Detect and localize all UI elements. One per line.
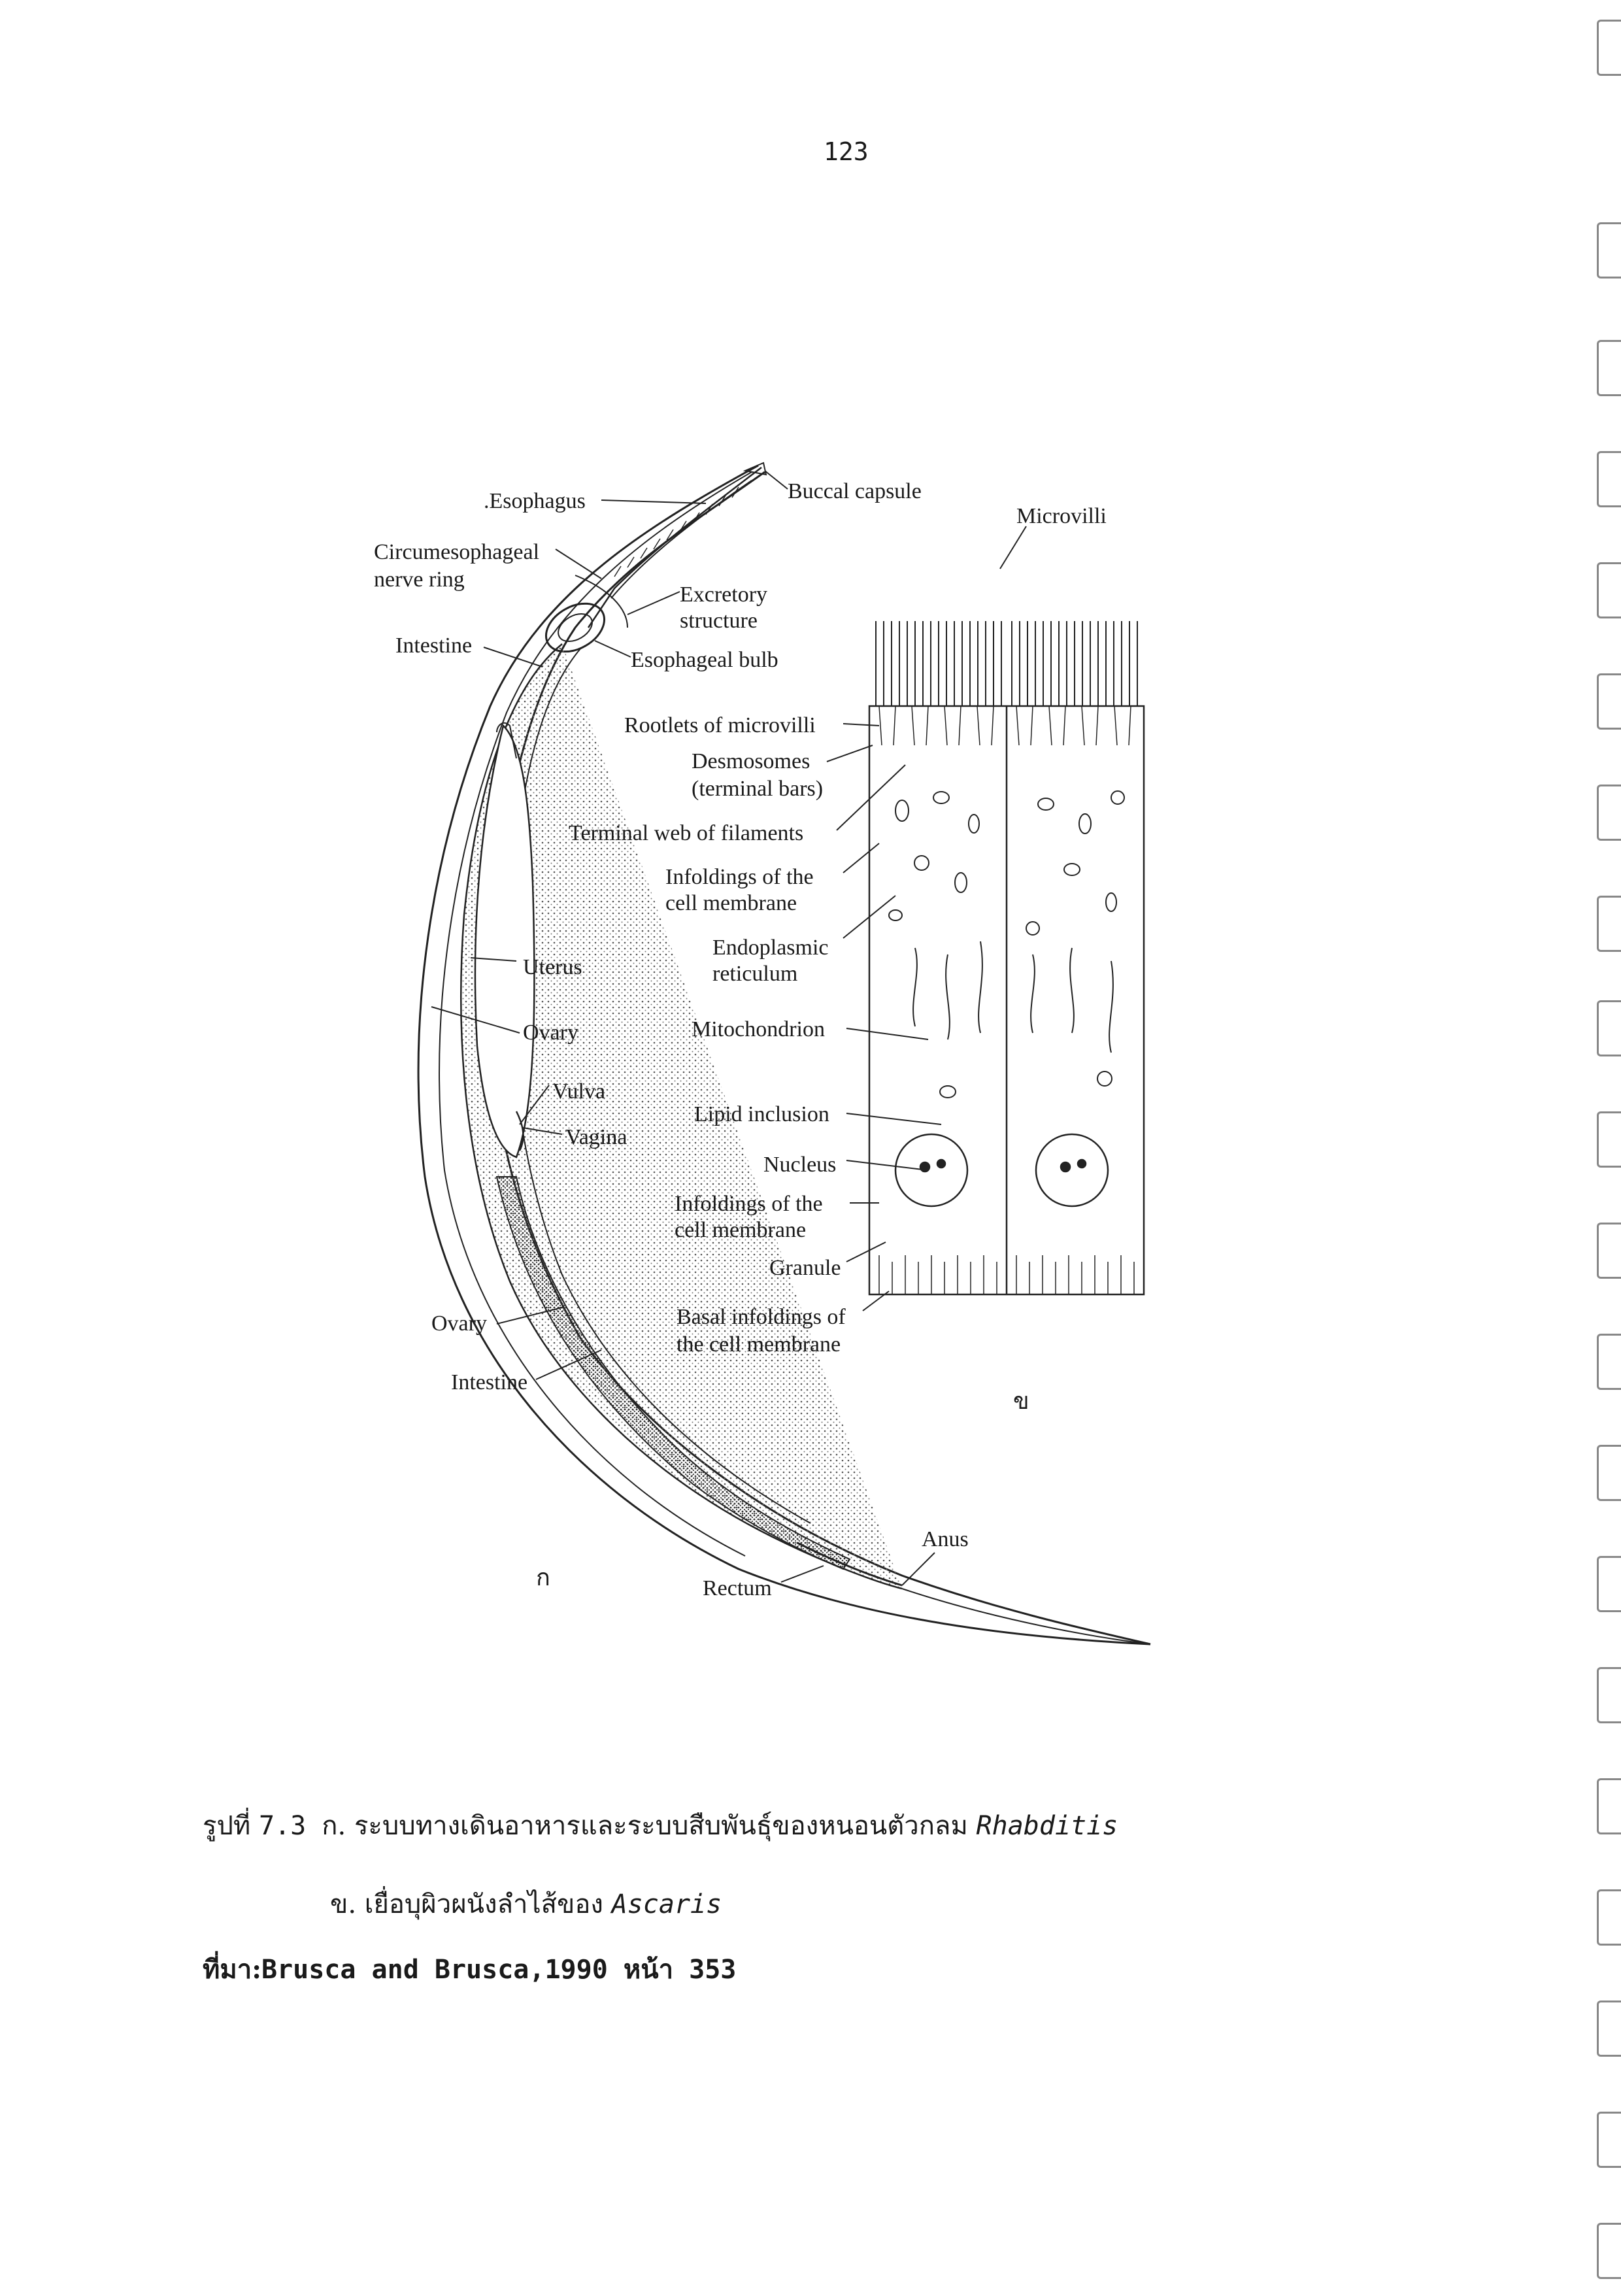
caption-line-1: รูปที่ 7.3 ก. ระบบทางเดินอาหารและระบบสืบพันธุ์ของหนอนตัวกลม Rhabditis [203,1811,1118,1841]
label-ovary-low: Ovary [431,1311,487,1336]
page-number: 123 [824,137,869,166]
label-buccal-capsule: Buccal capsule [788,479,922,503]
label-infoldings-2: Infoldings of the [675,1192,823,1216]
label-microvilli: Microvilli [1016,504,1107,528]
label-desmosomes: Desmosomes [692,749,811,773]
label-ovary-mid: Ovary [523,1021,578,1045]
label-excretory: Excretory [680,582,768,607]
caption-line-2: ข. เยื่อบุผิวผนังลำไส้ของ Ascaris [330,1889,722,1919]
label-terminal-bars: (terminal bars) [692,777,824,801]
label-intestine-low: Intestine [451,1370,528,1394]
label-granule: Granule [769,1256,841,1280]
label-vagina: Vagina [565,1125,627,1149]
label-uterus: Uterus [523,955,582,979]
label-esophageal-bulb: Esophageal bulb [631,648,778,672]
label-terminal-web: Terminal web of filaments [569,821,804,845]
panel-label-b: ข [1013,1388,1029,1415]
label-basal-infoldings: Basal infoldings of [677,1305,846,1329]
label-basal-cell-membrane: the cell membrane [677,1332,841,1357]
label-intestine-top: Intestine [395,633,473,658]
label-endoplasmic: Endoplasmic [712,936,829,960]
panel-label-a: ก [536,1564,550,1591]
caption-source: ที่มา:Brusca and Brusca,1990 หน้า 353 [203,1954,737,1985]
label-rectum: Rectum [703,1576,772,1600]
label-infoldings-1: Infoldings of the [665,865,814,889]
label-circumesophageal: Circumesophageal [374,540,540,564]
label-cell-membrane-1: cell membrane [665,891,797,915]
label-reticulum: reticulum [712,962,798,986]
label-cell-membrane-2: cell membrane [675,1218,807,1242]
epithelium-drawing [869,621,1144,1294]
label-mitochondrion: Mitochondrion [692,1017,825,1041]
label-lipid-inclusion: Lipid inclusion [694,1102,829,1126]
label-structure: structure [680,609,758,633]
label-anus: Anus [922,1527,969,1551]
label-esophagus: .Esophagus [484,489,586,513]
label-vulva: Vulva [552,1079,606,1104]
label-nerve-ring: nerve ring [374,567,465,592]
label-nucleus: Nucleus [763,1153,837,1177]
label-rootlets: Rootlets of microvilli [624,713,816,737]
